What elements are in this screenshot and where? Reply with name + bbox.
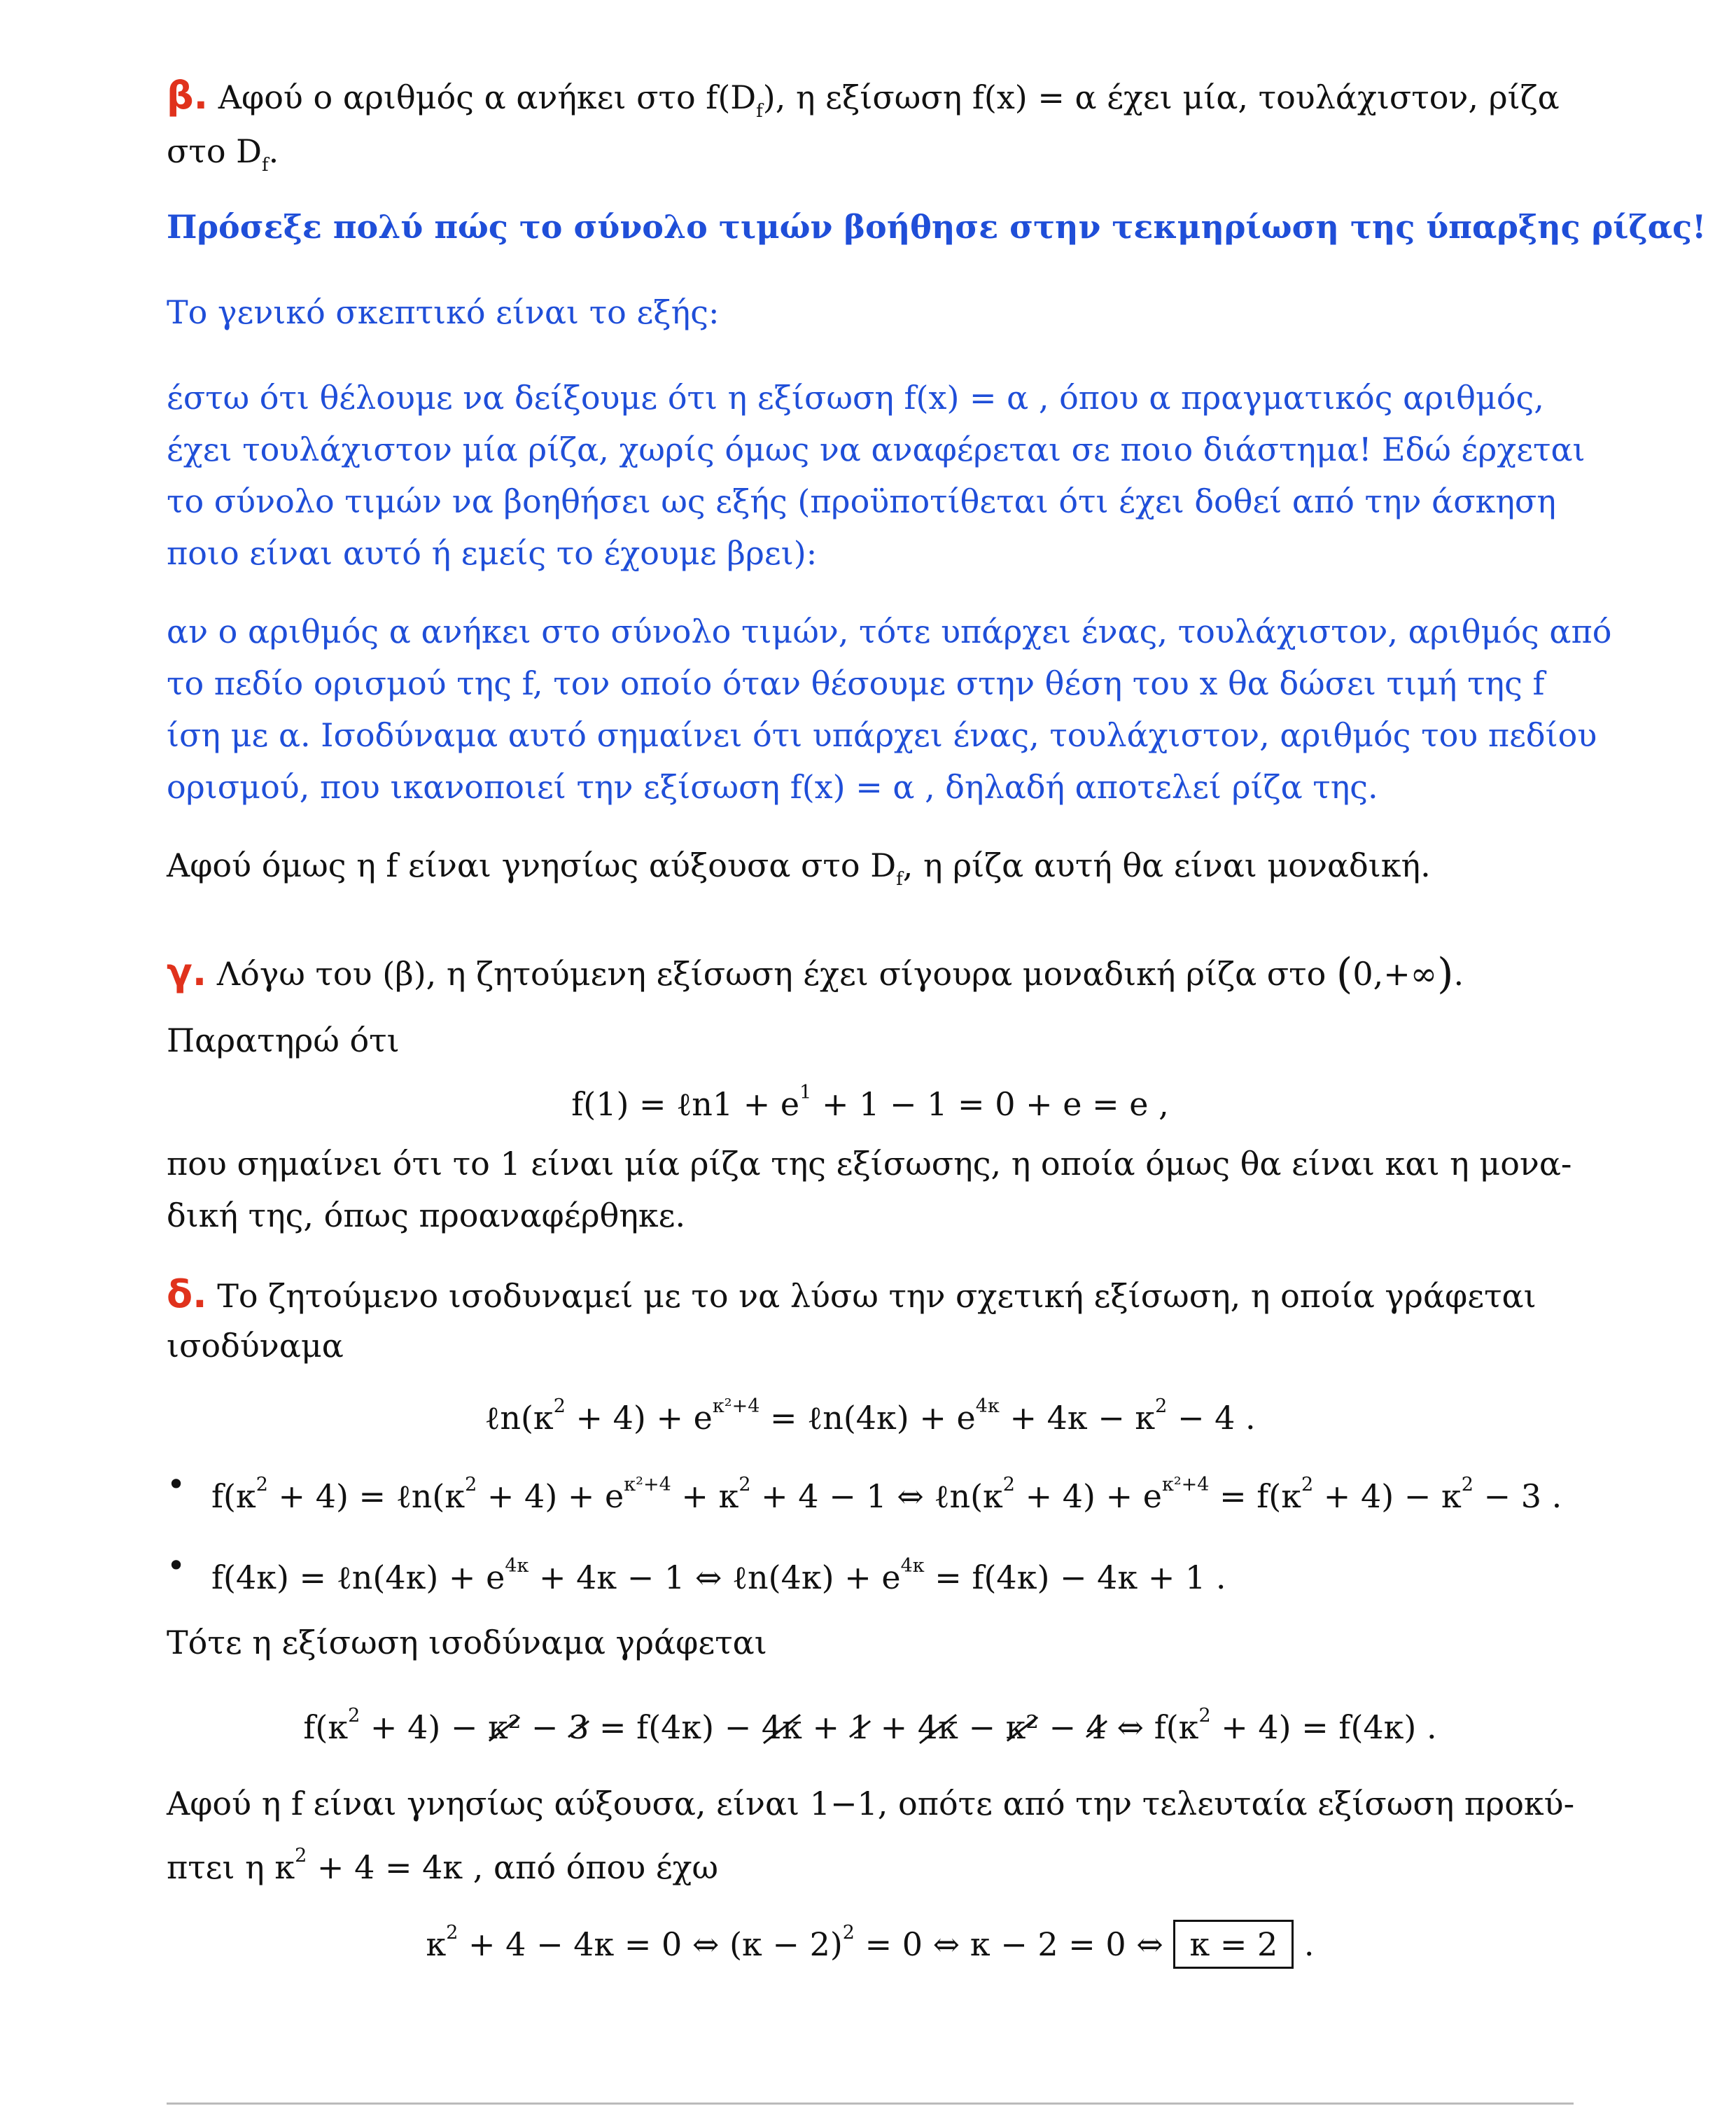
eq-part: − (521, 1708, 569, 1746)
interval-value: 0,+∞ (1352, 955, 1438, 993)
beta-text: Αφού ο αριθμός α ανήκει στο f(D (218, 78, 757, 116)
eq-part: − 3 . (1473, 1477, 1562, 1515)
superscript: 4κ (900, 1555, 925, 1577)
superscript: κ²+4 (624, 1474, 671, 1495)
delta-equation-2 (167, 1690, 1574, 1753)
eq-part: + 4 − 4κ = 0 ⇔ (κ − 2) (458, 1925, 843, 1963)
gamma-end: . (1453, 955, 1464, 993)
eq-part: + κ (671, 1477, 739, 1515)
cancelled-term: 4κ (762, 1702, 802, 1753)
gamma-marker: γ. (167, 950, 207, 994)
superscript: 2 (1002, 1474, 1015, 1495)
note-p2-line: αν ο αριθμός α ανήκει στο σύνολο τιμών, τότε υπάρχει ένας, τουλάχιστον, αριθμός από (167, 613, 1612, 650)
delta-bullet-1 (167, 1459, 1574, 1522)
delta-marker: δ. (167, 1272, 207, 1316)
eq-part: = 0 ⇔ κ − 2 = 0 ⇔ (854, 1925, 1174, 1963)
eq-part: = f(4κ) − 4κ + 1 . (924, 1558, 1226, 1596)
cancelled-term: 1 (850, 1702, 870, 1753)
eq-part: + 4) + e (477, 1477, 624, 1515)
note-p1-line: έστω ότι θέλουμε να δείξουμε ότι η εξίσωση f(x) = α , όπου α πραγματικός αριθμός, (167, 379, 1544, 417)
delta-intro-text: Το ζητούμενο ισοδυναμεί με το να λύσω την σχετική εξίσωση, η οποία γράφεται (217, 1277, 1536, 1315)
gamma-conclusion-line: που σημαίνει ότι το 1 είναι μία ρίζα της εξίσωσης, η οποία όμως θα είναι και η μονα- (167, 1145, 1572, 1183)
eq-part: + (870, 1708, 918, 1746)
eq-part: f(4κ) = ℓn(4κ) + e (211, 1558, 505, 1596)
footer-rule (167, 2102, 1574, 2105)
gamma-equation (167, 1067, 1574, 1130)
cancelled-term: κ² (488, 1702, 521, 1753)
eq-part: πτει η κ (167, 1848, 295, 1886)
superscript: 2 (446, 1922, 458, 1944)
subscript-f: f (262, 155, 269, 176)
beta-line-2 (167, 126, 1574, 191)
note-p2-line: ορισμού, που ικανοποιεί την εξίσωση f(x) = α , δηλαδή αποτελεί ρίζα της. (167, 768, 1378, 806)
superscript: 4κ (975, 1395, 1000, 1417)
note-bold-line: Πρόσεξε πολύ πώς το σύνολο τιμών βοήθησε στην τεκμηρίωση της ύπαρξης ρίζας! (167, 208, 1707, 246)
subscript-f: f (896, 869, 903, 890)
cancelled-term: 4κ (918, 1702, 958, 1753)
eq-part: + 4) − κ (1313, 1477, 1462, 1515)
eq-part: f(κ (303, 1708, 349, 1746)
note-p1-line: έχει τουλάχιστον μία ρίζα, χωρίς όμως να αναφέρεται σε ποιο διάστημα! Εδώ έρχεται (167, 431, 1586, 468)
superscript: 2 (553, 1395, 566, 1417)
superscript: 2 (738, 1474, 751, 1495)
delta-since-line-2 (167, 1830, 1574, 1893)
note-p2-line: το πεδίο ορισμού της f, τον οποίο όταν θέσουμε στην θέση του x θα δώσει τιμή της f (167, 664, 1545, 702)
beta-text-b: ), η εξίσωση f(x) = α έχει μία, τουλάχιστον, ρίζα (762, 78, 1560, 116)
gamma-conclusion-line: δική της, όπως προαναφέρθηκε. (167, 1197, 686, 1234)
note-p1-line: το σύνολο τιμών να βοηθήσει ως εξής (προϋποτίθεται ότι έχει δοθεί από την άσκηση (167, 482, 1556, 520)
delta-final-equation (167, 1907, 1574, 1970)
delta-intro-line (167, 1269, 1574, 1322)
eq-part: + 4 = 4κ , από όπου έχω (307, 1848, 719, 1886)
eq-part: f(1) = ℓn1 + e (571, 1085, 800, 1123)
beta-line2-end: . (268, 132, 279, 170)
beta-marker: β. (167, 74, 209, 118)
eq-part: f(κ (211, 1477, 256, 1515)
beta-line2-text: στο D (167, 132, 262, 170)
superscript: κ²+4 (1161, 1474, 1210, 1495)
bullet-dot: • (167, 1547, 186, 1584)
superscript: 2 (1198, 1705, 1211, 1727)
eq-part: + 4) = ℓn(κ (267, 1477, 465, 1515)
eq-part: . (1294, 1925, 1315, 1963)
eq-part: = f(4κ) − (589, 1708, 762, 1746)
delta-bullet-2 (167, 1540, 1574, 1603)
eq-part: + 4) = f(4κ) . (1210, 1708, 1437, 1746)
delta-since-line-1: Αφού η f είναι γνησίως αύξουσα, είναι 1−1, οπότε από την τελευταία εξίσωση προκύ- (167, 1785, 1575, 1822)
eq-part: + 4) − (360, 1708, 489, 1746)
interval-right-paren: ) (1437, 949, 1454, 998)
subscript-f: f (756, 101, 763, 122)
delta-intro-line-2: ισοδύναμα (167, 1327, 344, 1365)
note-p2-line: ίση με α. Ισοδύναμα αυτό σημαίνει ότι υπάρχει ένας, τουλάχιστον, αριθμός του πεδίου (167, 716, 1597, 754)
eq-part: ℓn(κ (484, 1399, 554, 1437)
superscript: 1 (799, 1082, 812, 1103)
superscript: 2 (1301, 1474, 1314, 1495)
eq-part: − (1038, 1708, 1086, 1746)
bullet-dot: • (167, 1465, 186, 1503)
superscript: 2 (255, 1474, 268, 1495)
eq-part: ⇔ f(κ (1106, 1708, 1199, 1746)
eq-part: + 4) + e (1014, 1477, 1162, 1515)
cancelled-term: κ² (1006, 1702, 1039, 1753)
eq-part: + 4κ − 1 ⇔ ℓn(4κ) + e (528, 1558, 901, 1596)
superscript: 2 (465, 1474, 477, 1495)
interval-left-paren: ( (1336, 949, 1353, 998)
eq-part: = f(κ (1209, 1477, 1301, 1515)
cancelled-term: 4 (1086, 1702, 1107, 1753)
superscript: 2 (842, 1922, 855, 1944)
eq-part: + 4 − 1 ⇔ ℓn(κ (750, 1477, 1003, 1515)
boxed-answer: κ = 2 (1173, 1920, 1294, 1969)
delta-then: Τότε η εξίσωση ισοδύναμα γράφεται (167, 1624, 767, 1661)
gamma-observe: Παρατηρώ ότι (167, 1021, 400, 1059)
gamma-line (167, 947, 1574, 1000)
superscript: 2 (348, 1705, 360, 1727)
delta-equation-1 (167, 1381, 1574, 1444)
eq-part: + (802, 1708, 850, 1746)
superscript: κ²+4 (712, 1395, 760, 1417)
eq-part: κ (426, 1925, 447, 1963)
superscript: 2 (1155, 1395, 1168, 1417)
cancelled-term: 3 (568, 1702, 589, 1753)
superscript: 2 (1461, 1474, 1474, 1495)
gamma-text: Λόγω του (β), η ζητούμενη εξίσωση έχει σίγουρα μοναδική ρίζα στο (216, 955, 1326, 993)
superscript: 2 (295, 1845, 307, 1867)
eq-part: − (958, 1708, 1006, 1746)
eq-part: + 4) + e (565, 1399, 713, 1437)
superscript: 4κ (505, 1555, 529, 1577)
eq-part: + 4κ − κ (999, 1399, 1156, 1437)
unique-text: Αφού όμως η f είναι γνησίως αύξουσα στο D (167, 846, 897, 884)
note-general: Το γενικό σκεπτικό είναι το εξής: (167, 293, 720, 331)
note-p1-line: ποιο είναι αυτό ή εμείς το έχουμε βρει): (167, 534, 818, 572)
eq-part: − 4 . (1167, 1399, 1256, 1437)
unique-root-line (167, 840, 1574, 905)
unique-text-b: , η ρίζα αυτή θα είναι μοναδική. (902, 846, 1431, 884)
eq-part: = ℓn(4κ) + e (760, 1399, 976, 1437)
eq-part: + 1 − 1 = 0 + e = e , (811, 1085, 1169, 1123)
